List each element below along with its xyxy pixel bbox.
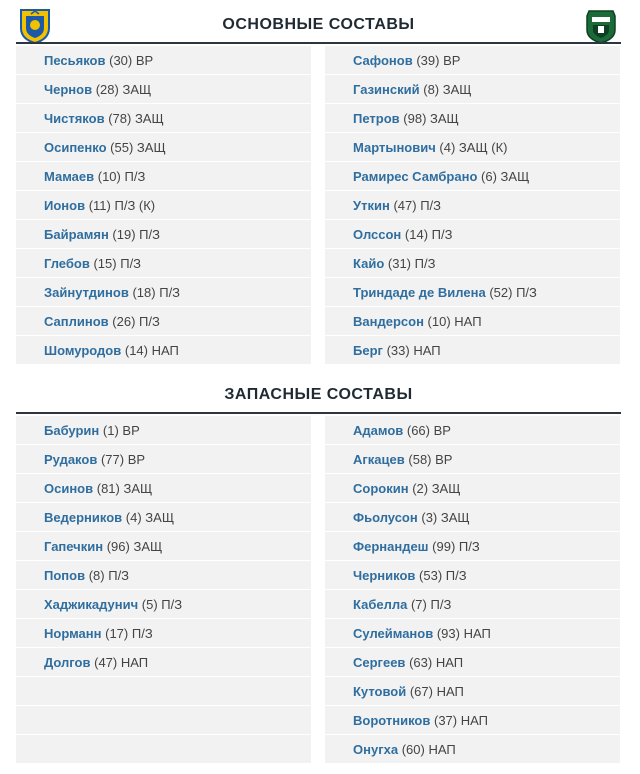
player-row <box>325 162 620 191</box>
player-position: НАП <box>454 314 482 329</box>
player-name-link[interactable]: Сорокин <box>353 481 409 496</box>
player-position: ЗАЩ <box>134 111 164 126</box>
player-position: ЗАЩ <box>122 82 152 97</box>
player-row <box>16 75 311 104</box>
home-lineup-list <box>16 46 311 365</box>
away-substitutes-list <box>325 416 620 764</box>
player-name-link[interactable]: Кайо <box>353 256 385 271</box>
player-position: ВР <box>443 53 461 68</box>
player-number: (2) <box>412 481 429 496</box>
player-number: (15) <box>93 256 117 271</box>
player-name-link[interactable]: Гапечкин <box>44 539 104 554</box>
player-position: НАП <box>460 713 489 728</box>
player-number: (8) <box>423 82 440 97</box>
player-row <box>16 46 311 75</box>
player-name-link[interactable]: Воротников <box>353 713 431 728</box>
player-row <box>16 474 311 503</box>
player-row <box>325 133 620 162</box>
player-number: (47) <box>94 655 118 670</box>
player-position: ВР <box>435 452 453 467</box>
player-position: П/З <box>120 256 142 271</box>
player-position: ЗАЩ <box>431 481 461 496</box>
player-name-link[interactable]: Фернандеш <box>353 539 429 554</box>
player-number: (63) <box>409 655 433 670</box>
player-number: (99) <box>432 539 456 554</box>
player-row <box>16 532 311 561</box>
player-number: (7) <box>410 597 427 612</box>
player-row <box>325 561 620 590</box>
player-name-link[interactable]: Мамаев <box>44 169 95 184</box>
player-number: (17) <box>105 626 129 641</box>
player-row <box>325 416 620 445</box>
player-name-link[interactable]: Саплинов <box>44 314 109 329</box>
player-position: НАП <box>413 343 441 358</box>
player-position: НАП <box>435 655 464 670</box>
player-number: (4) <box>125 510 142 525</box>
player-position: П/З <box>124 169 146 184</box>
player-number: (6) <box>481 169 497 184</box>
player-position: П/З <box>516 285 537 300</box>
player-name-link[interactable]: Фьолусон <box>353 510 418 525</box>
player-row <box>325 648 620 677</box>
player-name-link[interactable]: Осипенко <box>44 140 107 155</box>
player-row <box>16 104 311 133</box>
player-position: ЗАЩ <box>500 169 530 184</box>
player-name-link[interactable]: Агкацев <box>353 452 405 467</box>
player-row <box>16 590 311 619</box>
player-row <box>16 307 311 336</box>
player-position: П/З <box>431 227 453 242</box>
player-position: П/З <box>161 597 183 612</box>
player-number: (37) <box>434 713 458 728</box>
player-position: П/З <box>108 568 130 583</box>
player-name-link[interactable]: Долгов <box>44 655 91 670</box>
player-position: П/З <box>159 285 181 300</box>
player-number: (53) <box>419 568 443 583</box>
player-row <box>16 249 311 278</box>
lineups-divider <box>16 42 621 44</box>
player-number: (77) <box>100 452 125 467</box>
player-row <box>325 677 620 706</box>
player-name-link[interactable]: Кутовой <box>353 684 407 699</box>
player-row <box>16 191 311 220</box>
player-position: П/З <box>458 539 480 554</box>
player-row <box>16 162 311 191</box>
player-position: НАП <box>428 742 456 757</box>
player-row <box>325 503 620 532</box>
player-row <box>325 590 620 619</box>
away-lineup-list <box>325 46 620 365</box>
player-number: (98) <box>403 111 427 126</box>
player-position: П/З <box>131 626 153 641</box>
player-number: (11) <box>88 198 111 213</box>
player-number: (93) <box>436 626 460 641</box>
player-name-link[interactable]: Газинский <box>353 82 420 97</box>
player-position: ЗАЩ <box>145 510 175 525</box>
player-position: П/З (К) <box>114 198 156 213</box>
player-position: ЗАЩ <box>442 82 472 97</box>
player-name-link[interactable]: Сергеев <box>353 655 406 670</box>
player-row <box>16 133 311 162</box>
player-row <box>16 619 311 648</box>
player-position: П/З <box>139 314 160 329</box>
player-row <box>325 532 620 561</box>
player-row <box>325 46 620 75</box>
player-name-link[interactable]: Осинов <box>44 481 94 496</box>
player-row <box>16 445 311 474</box>
player-name-link[interactable]: Сафонов <box>353 53 413 68</box>
player-number: (81) <box>96 481 120 496</box>
player-position: ЗАЩ <box>136 140 166 155</box>
player-row <box>325 104 620 133</box>
player-name-link[interactable]: Петров <box>353 111 400 126</box>
player-position: ЗАЩ <box>133 539 163 554</box>
player-number: (31) <box>387 256 412 271</box>
player-position: ВР <box>135 53 154 68</box>
substitutes-divider <box>16 412 621 414</box>
player-name-link[interactable]: Сулейманов <box>353 626 434 641</box>
player-row <box>325 75 620 104</box>
player-number: (26) <box>112 314 136 329</box>
player-row <box>325 220 620 249</box>
home-substitutes-list <box>16 416 311 764</box>
player-position: ВР <box>127 452 146 467</box>
player-number: (8) <box>88 568 105 583</box>
player-position: ВР <box>122 423 140 438</box>
player-name-link[interactable]: Триндаде де Вилена <box>353 285 486 300</box>
player-number: (78) <box>108 111 132 126</box>
player-name-link[interactable]: Адамов <box>353 423 404 438</box>
empty-row <box>16 706 311 735</box>
player-name-link[interactable]: Ведерников <box>44 510 123 525</box>
player-row <box>325 474 620 503</box>
player-row <box>16 561 311 590</box>
krasnodar-crest-icon[interactable] <box>584 8 618 44</box>
lineups-title: ОСНОВНЫЕ СОСТАВЫ <box>222 16 415 33</box>
player-name-link[interactable]: Чернов <box>44 82 93 97</box>
player-name-link[interactable]: Олссон <box>353 227 402 242</box>
player-name-link[interactable]: Норманн <box>44 626 102 641</box>
player-number: (96) <box>106 539 130 554</box>
player-number: (3) <box>421 510 438 525</box>
player-name-link[interactable]: Байрамян <box>44 227 109 242</box>
player-name-link[interactable]: Шомуродов <box>44 343 122 358</box>
player-position: НАП <box>463 626 491 641</box>
player-position: ЗАЩ <box>440 510 470 525</box>
player-name-link[interactable]: Бабурин <box>44 423 100 438</box>
player-row <box>325 735 620 764</box>
player-number: (67) <box>409 684 433 699</box>
player-number: (39) <box>416 53 440 68</box>
player-number: (18) <box>132 285 156 300</box>
player-number: (52) <box>489 285 513 300</box>
player-name-link[interactable]: Берг <box>353 343 383 358</box>
empty-row <box>16 677 311 706</box>
player-number: (14) <box>404 227 429 242</box>
player-position: ЗАЩ <box>123 481 153 496</box>
player-number: (60) <box>401 742 425 757</box>
player-row <box>16 278 311 307</box>
player-name-link[interactable]: Попов <box>44 568 86 583</box>
player-position: НАП <box>120 655 149 670</box>
substitutes-header <box>16 374 621 414</box>
player-row <box>16 220 311 249</box>
lineups-header <box>16 4 621 44</box>
player-row <box>16 648 311 677</box>
player-row <box>325 249 620 278</box>
player-position: ЗАЩ <box>430 111 459 126</box>
player-number: (4) <box>439 140 456 155</box>
player-row <box>325 706 620 735</box>
player-position: П/З <box>445 568 467 583</box>
player-row <box>16 503 311 532</box>
player-name-link[interactable]: Песьяков <box>44 53 106 68</box>
player-name-link[interactable]: Онугха <box>353 742 399 757</box>
player-row <box>16 416 311 445</box>
substitutes-title: ЗАПАСНЫЕ СОСТАВЫ <box>224 386 413 403</box>
player-row <box>325 307 620 336</box>
player-row <box>325 336 620 365</box>
player-name-link[interactable]: Ионов <box>44 198 86 213</box>
player-number: (19) <box>112 227 136 242</box>
player-number: (33) <box>386 343 410 358</box>
player-number: (10) <box>427 314 451 329</box>
player-number: (10) <box>97 169 121 184</box>
player-name-link[interactable]: Вандерсон <box>353 314 424 329</box>
player-row <box>16 336 311 365</box>
player-name-link[interactable]: Черников <box>353 568 416 583</box>
player-name-link[interactable]: Кабелла <box>353 597 408 612</box>
player-name-link[interactable]: Глебов <box>44 256 90 271</box>
player-row <box>325 191 620 220</box>
player-number: (30) <box>109 53 133 68</box>
player-number: (47) <box>393 198 417 213</box>
player-number: (1) <box>102 423 119 438</box>
player-name-link[interactable]: Чистяков <box>44 111 105 126</box>
player-position: П/З <box>414 256 436 271</box>
player-name-link[interactable]: Хаджикадунич <box>44 597 139 612</box>
player-row <box>325 445 620 474</box>
player-name-link[interactable]: Рамирес Самбрано <box>353 169 478 184</box>
player-name-link[interactable]: Мартынович <box>353 140 436 155</box>
player-row <box>325 619 620 648</box>
player-number: (5) <box>141 597 158 612</box>
player-position: ЗАЩ (К) <box>458 140 508 155</box>
player-name-link[interactable]: Зайнутдинов <box>44 285 129 300</box>
player-number: (14) <box>124 343 148 358</box>
player-position: П/З <box>420 198 441 213</box>
player-row <box>325 278 620 307</box>
player-position: П/З <box>430 597 452 612</box>
player-number: (58) <box>408 452 432 467</box>
empty-row <box>16 735 311 764</box>
player-name-link[interactable]: Уткин <box>353 198 390 213</box>
player-name-link[interactable]: Рудаков <box>44 452 98 467</box>
player-number: (28) <box>95 82 119 97</box>
player-position: ВР <box>433 423 451 438</box>
player-position: П/З <box>139 227 160 242</box>
player-number: (66) <box>406 423 430 438</box>
player-position: НАП <box>436 684 464 699</box>
player-number: (55) <box>110 140 134 155</box>
player-position: НАП <box>151 343 179 358</box>
